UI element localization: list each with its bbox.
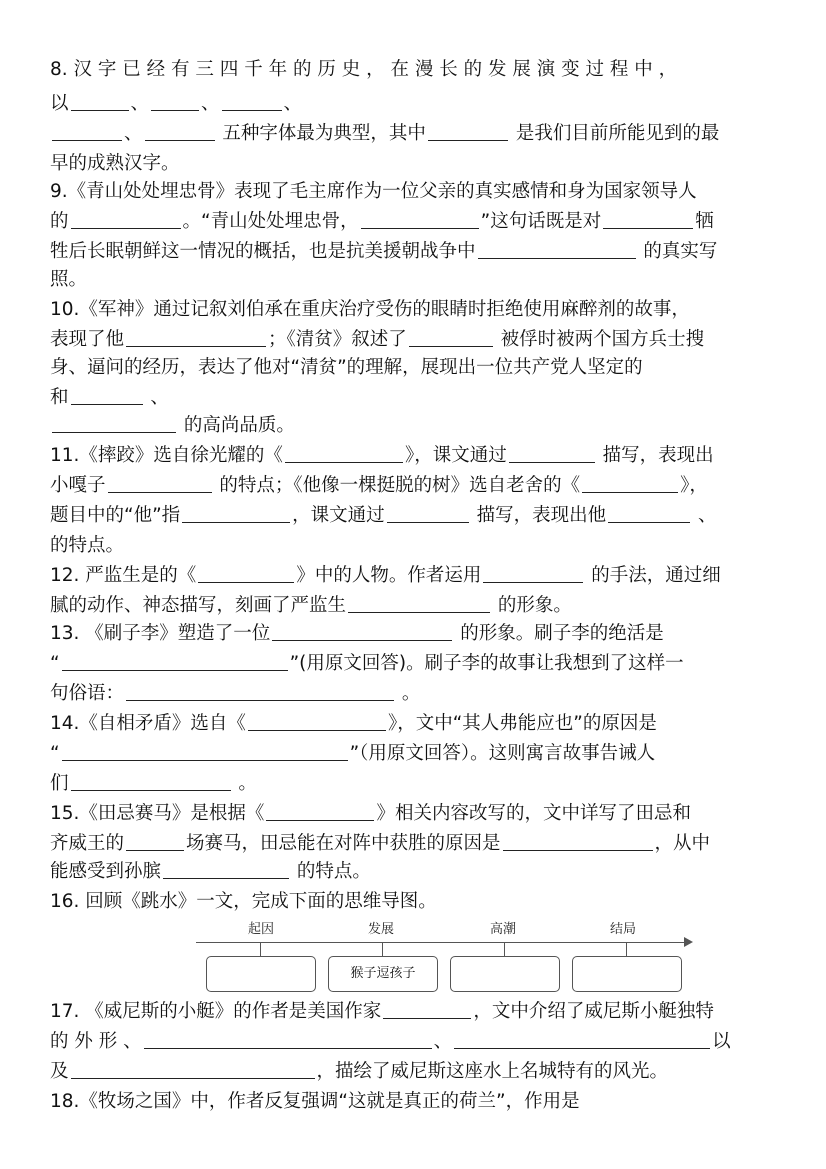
answer-blank[interactable]: [71, 92, 129, 111]
answer-blank[interactable]: [62, 652, 288, 671]
q18-line1: 18.《牧场之国》中，作者反复强调“这就是真正的荷兰”，作用是: [50, 1091, 580, 1112]
q11-line3: 题目中的“他”指 ，课文通过 描写，表现出他 、: [50, 505, 717, 526]
q15-line2: 齐威王的 场赛马，田忌能在对阵中获胜的原因是 ，从中: [50, 833, 711, 854]
q10-line1: 10.《军神》通过记叙刘伯承在重庆治疗受伤的眼睛时拒绝使用麻醉剂的故事，: [50, 299, 690, 320]
q12-line2: 腻的动作、神态描写，刻画了严监生 的形象。: [50, 595, 572, 616]
q14-line1: 14.《自相矛盾》选自《 》，文中“其人弗能应也”的原因是: [50, 713, 657, 734]
answer-blank[interactable]: [454, 1030, 710, 1049]
answer-blank[interactable]: [182, 504, 290, 523]
q15-line1: 15.《田忌赛马》是根据《 》相关内容改写的，文中详写了田忌和: [50, 803, 691, 824]
answer-blank[interactable]: [478, 240, 636, 259]
q9-line3: 牲后长眠朝鲜这一情况的概括，也是抗美援朝战争中 的真实写: [50, 241, 718, 262]
q11-line4: 的特点。: [50, 535, 125, 556]
answer-blank[interactable]: [582, 474, 678, 493]
mind-map-stage-ending: 结局: [610, 922, 637, 937]
answer-blank[interactable]: [151, 92, 199, 111]
q17-line3: 及 ，描绘了威尼斯这座水上名城特有的风光。: [50, 1061, 669, 1082]
answer-blank[interactable]: [71, 1060, 315, 1079]
answer-blank[interactable]: [222, 92, 282, 111]
answer-blank[interactable]: [163, 860, 289, 879]
answer-blank[interactable]: [483, 564, 583, 583]
answer-blank[interactable]: [348, 594, 490, 613]
q8-line2: 以 、 、 、: [50, 93, 303, 114]
q13-line1: 13. 《刷子李》塑造了一位 的形象。刷子李的绝活是: [50, 623, 664, 644]
mind-map-stage-cause: 起因: [248, 922, 275, 937]
mind-map-stage-development: 发展: [368, 922, 395, 937]
mind-map-tick: [260, 942, 261, 956]
mind-map-stage-climax: 高潮: [490, 922, 517, 937]
answer-blank[interactable]: [503, 832, 653, 851]
answer-blank[interactable]: [387, 504, 469, 523]
q12-line1: 12. 严监生是的《 》中的人物。作者运用 的手法，通过细: [50, 565, 721, 586]
answer-blank[interactable]: [144, 1030, 432, 1049]
mind-map-tick: [382, 942, 383, 956]
q8-line4: 早的成熟汉字。: [50, 153, 180, 174]
answer-blank[interactable]: [272, 622, 452, 641]
answer-blank[interactable]: [71, 772, 231, 791]
answer-blank[interactable]: [126, 682, 394, 701]
answer-blank[interactable]: [126, 328, 266, 347]
mind-map: [196, 916, 696, 996]
q11-line2: 小嘎子 的特点；《他像一棵挺脱的树》选自老舍的《 》，: [50, 475, 708, 496]
answer-blank[interactable]: [361, 210, 479, 229]
answer-blank[interactable]: [108, 474, 212, 493]
q13-line3: 句俗语： 。: [50, 683, 421, 704]
q9-line4: 照。: [50, 269, 88, 290]
answer-blank[interactable]: [383, 1000, 471, 1019]
answer-blank[interactable]: [285, 444, 403, 463]
q14-line3: 们 。: [50, 773, 257, 794]
mind-map-box-development[interactable]: 猴子逗孩子: [328, 956, 438, 992]
answer-blank[interactable]: [266, 802, 374, 821]
answer-blank[interactable]: [509, 444, 595, 463]
q11-line1: 11.《摔跤》选自徐光耀的《 》，课文通过 描写，表现出: [50, 445, 714, 466]
answer-blank[interactable]: [126, 832, 184, 851]
answer-blank[interactable]: [52, 414, 176, 433]
mind-map-axis: [196, 942, 690, 943]
answer-blank[interactable]: [52, 122, 122, 141]
mind-map-tick: [626, 942, 627, 956]
answer-blank[interactable]: [428, 122, 508, 141]
q16-line1: 16. 回顾《跳水》一文，完成下面的思维导图。: [50, 891, 437, 912]
answer-blank[interactable]: [71, 386, 143, 405]
q17-line2: 的 外 形 、 、 以: [50, 1031, 731, 1052]
q13-line2: “ ”(用原文回答)。刷子李的故事让我想到了这样一: [50, 653, 684, 674]
q14-line2: “ ”（用原文回答）。这则寓言故事告诫人: [50, 743, 656, 764]
q17-line1: 17. 《威尼斯的小艇》的作者是美国作家 ，文中介绍了威尼斯小艇独特: [50, 1001, 714, 1022]
answer-blank[interactable]: [145, 122, 215, 141]
q10-line3: 身、逼问的经历，表达了他对“清贫”的理解，展现出一位共产党人坚定的: [50, 357, 643, 378]
answer-blank[interactable]: [198, 564, 294, 583]
q10-line2: 表现了他 ；《清贫》叙述了 被俘时被两个国方兵士搜: [50, 329, 705, 350]
answer-blank[interactable]: [409, 328, 493, 347]
mind-map-box-ending[interactable]: [572, 956, 682, 992]
answer-blank[interactable]: [71, 210, 181, 229]
q10-line5: 的高尚品质。: [50, 414, 295, 438]
mind-map-tick: [504, 942, 505, 956]
answer-blank[interactable]: [608, 504, 690, 523]
q8-line1: 8. 汉 字 已 经 有 三 四 千 年 的 历 史 ， 在 漫 长 的 发 展 演 变 过 程 中 ，: [50, 59, 678, 80]
q10-line4: 和 、: [50, 387, 169, 408]
answer-blank[interactable]: [62, 742, 348, 761]
answer-blank[interactable]: [603, 210, 693, 229]
q15-line3: 能感受到孙膑 的特点。: [50, 861, 371, 882]
mind-map-box-climax[interactable]: [450, 956, 560, 992]
answer-blank[interactable]: [248, 712, 386, 731]
q9-line2: 的 。“青山处处埋忠骨， ”这句话既是对 牺: [50, 211, 714, 232]
q9-line1: 9.《青山处处埋忠骨》表现了毛主席作为一位父亲的真实感情和身为国家领导人: [50, 181, 697, 202]
arrow-right-icon: [684, 937, 693, 947]
q8-line3: 、 五种字体最为典型，其中 是我们目前所能见到的最: [50, 122, 719, 146]
mind-map-box-cause[interactable]: [206, 956, 316, 992]
